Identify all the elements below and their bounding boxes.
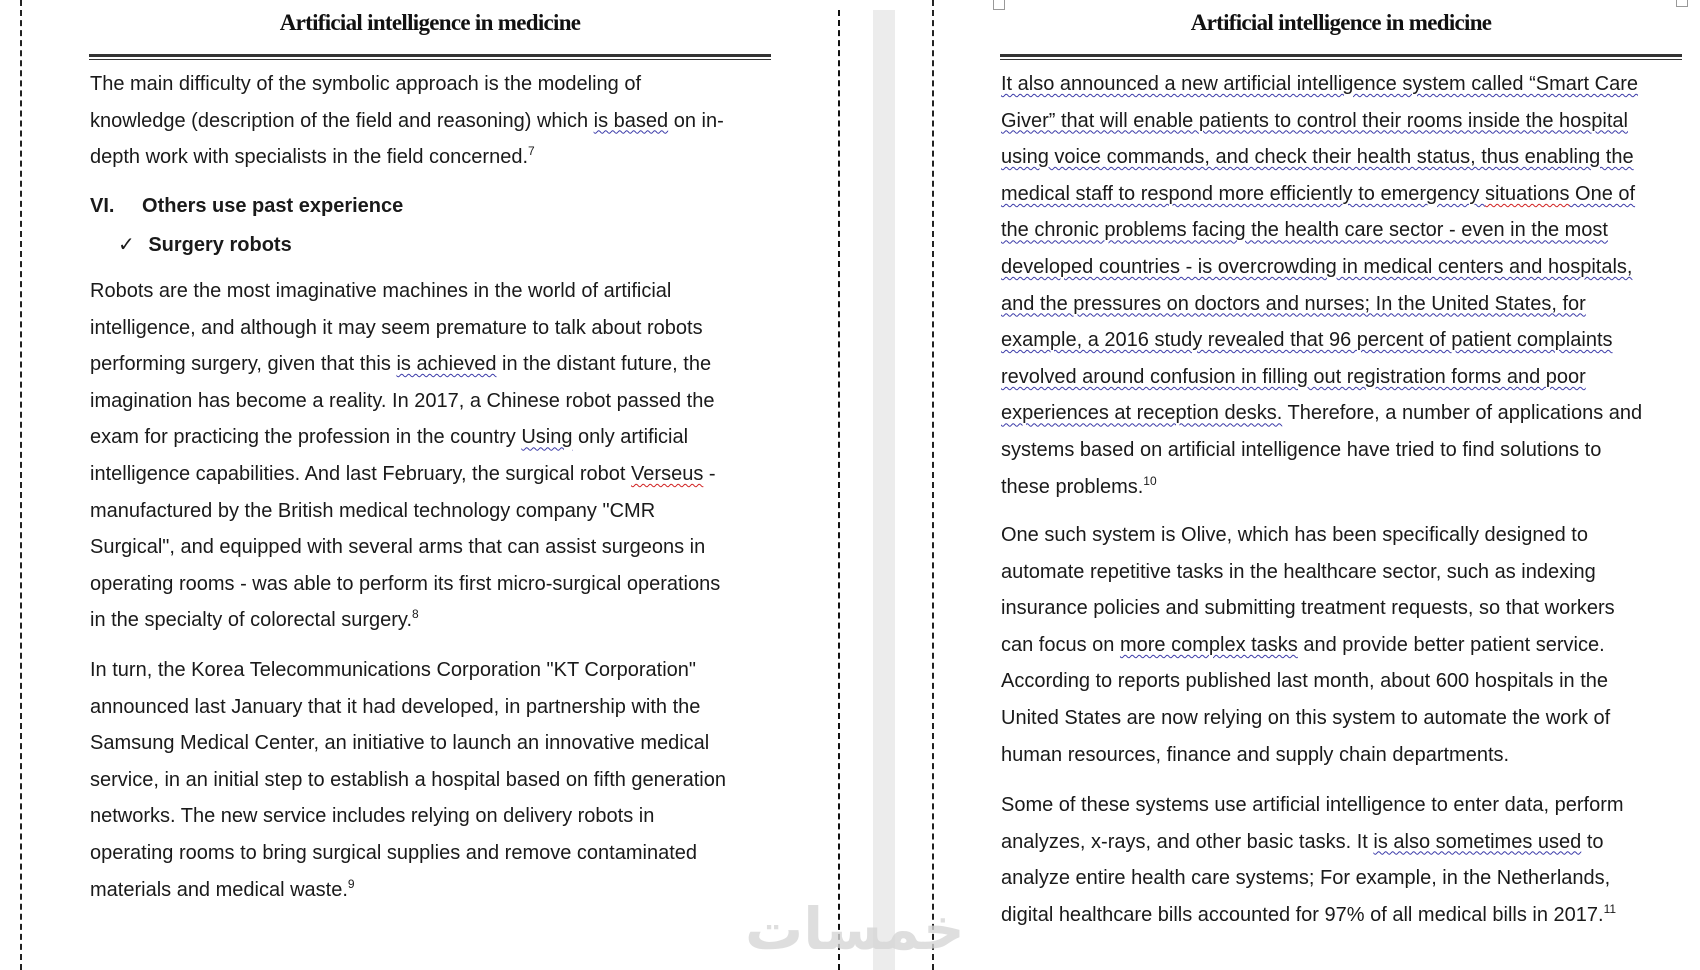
text-run: In turn, the Korea Telecommunications Corporation "KT Corporation": [90, 659, 696, 681]
text-run: Some of these systems use artificial intelligence to enter data, perform: [1001, 794, 1624, 816]
footnote-reference: 11: [1603, 901, 1617, 916]
footnote-reference: 10: [1143, 473, 1157, 488]
grammar-suggestion-text: Using: [521, 426, 573, 449]
text-run: automate repetitive tasks in the healthcare sector, such as indexing: [1001, 560, 1596, 583]
right-page-margin-left: [932, 0, 934, 970]
text-line: [1001, 212, 1642, 249]
text-line: [90, 310, 720, 347]
text-line: [90, 419, 720, 456]
text-run: depth work with specialists in the field concerned.: [90, 146, 529, 169]
text-run: manufactured by the British medical technology company "CMR: [90, 499, 656, 522]
text-run: -: [703, 462, 716, 485]
footnote-reference: 7: [528, 144, 535, 159]
text-line: [1001, 469, 1642, 506]
text-run: materials and medical waste.: [90, 878, 348, 901]
spelling-error-text: situations: [1484, 182, 1570, 205]
text-line: [90, 798, 726, 835]
text-line: [90, 66, 724, 103]
text-run: According to reports published last month, about 600 hospitals in the: [1001, 670, 1609, 693]
text-line: [1001, 517, 1615, 554]
grammar-suggestion-text: medical staff to respond more efficiently to emergency: [1001, 182, 1485, 205]
text-line: [90, 456, 720, 493]
text-line: [90, 346, 720, 383]
right-page-header-title: Artificial intelligence in medicine: [1190, 10, 1492, 35]
text-run: intelligence, and although it may seem premature to talk about robots: [90, 316, 703, 339]
text-run: these problems.: [1001, 475, 1144, 498]
right-paragraph-3: [1001, 787, 1624, 933]
text-run: analyze entire health care systems; For example, in the Netherlands,: [1001, 867, 1611, 890]
text-run: operating rooms - was able to perform its first micro-surgical operations: [90, 572, 721, 595]
grammar-suggestion-text: example, a 2016 study revealed that 96 percent of patient complaints: [1001, 329, 1613, 352]
grammar-suggestion-text: experiences at reception desks.: [1001, 402, 1283, 425]
text-line: [1001, 139, 1642, 176]
text-line: [1001, 787, 1624, 824]
grammar-suggestion-text: Giver” that will enable patients to control their rooms inside the hospital: [1001, 109, 1628, 132]
text-line: [1001, 176, 1642, 213]
page-gutter: [873, 10, 895, 970]
text-line: [1001, 737, 1615, 774]
text-line: [1001, 700, 1615, 737]
grammar-suggestion-text: using voice commands, and check their health status, thus enabling the: [1001, 146, 1634, 169]
text-line: [1001, 432, 1642, 469]
subsection-title: Surgery robots: [148, 234, 292, 256]
text-line: [90, 273, 720, 310]
grammar-suggestion-text: is also sometimes used: [1373, 830, 1582, 853]
text-run: United States are now relying on this system to automate the work of: [1001, 706, 1611, 729]
text-run: in the distant future, the: [496, 353, 712, 376]
text-run: analyzes, x-rays, and other basic tasks. It: [1001, 830, 1374, 853]
text-run: operating rooms to bring surgical supplies and remove contaminated: [90, 841, 698, 864]
section-number: VI.: [90, 195, 115, 217]
text-line: [1001, 860, 1624, 897]
section-heading: [90, 195, 403, 218]
text-line: [90, 383, 720, 420]
text-run: only artificial: [572, 426, 689, 449]
grammar-suggestion-text: One of: [1569, 182, 1636, 205]
text-line: [1001, 824, 1624, 861]
text-run: human resources, finance and supply chain departments.: [1001, 743, 1510, 766]
left-page-header-title: Artificial intelligence in medicine: [279, 10, 581, 35]
text-run: systems based on artificial intelligence have tried to find solutions to: [1001, 438, 1602, 461]
text-line: [1001, 590, 1615, 627]
grammar-suggestion-text: more complex tasks: [1119, 633, 1298, 656]
text-line: [90, 835, 726, 872]
text-line: [1001, 897, 1624, 934]
text-run: and provide better patient service.: [1297, 633, 1605, 656]
right-paragraph-2: [1001, 517, 1615, 773]
right-page-header-rule: [1000, 54, 1682, 60]
text-run: in the specialty of colorectal surgery.: [90, 609, 413, 632]
text-run: The main difficulty of the symbolic approach is the modeling of: [90, 73, 642, 95]
check-icon: ✓: [118, 234, 135, 256]
left-page-edge: [838, 10, 840, 970]
text-line: [1001, 66, 1642, 103]
text-run: to: [1581, 830, 1604, 853]
text-line: [1001, 663, 1615, 700]
text-run: networks. The new service includes relying on delivery robots in: [90, 805, 655, 828]
text-line: [90, 566, 720, 603]
text-run: digital healthcare bills accounted for 97% of all medical bills in 2017.: [1001, 903, 1604, 926]
text-run: exam for practicing the profession in the country: [90, 426, 522, 449]
left-paragraph-2: [90, 273, 720, 639]
grammar-suggestion-text: developed countries - is overcrowding in medical centers and hospitals,: [1001, 255, 1633, 278]
grammar-suggestion-text: and the pressures on doctors and nurses; In the United States, for: [1001, 292, 1586, 315]
text-boundary-corner: [1676, 0, 1688, 7]
text-run: Robots are the most imaginative machines in the world of artificial: [90, 280, 672, 302]
grammar-suggestion-text: the chronic problems facing the health care sector - even in the most: [1001, 219, 1608, 242]
text-run: service, in an initial step to establish a hospital based on fifth generation: [90, 768, 726, 791]
text-run: announced last January that it had developed, in partnership with the: [90, 695, 701, 718]
text-boundary-corner: [993, 0, 1005, 10]
left-paragraph-3: [90, 652, 726, 908]
text-line: [90, 602, 720, 639]
text-line: [90, 139, 724, 176]
text-line: [90, 493, 720, 530]
text-line: [1001, 322, 1642, 359]
text-line: [1001, 554, 1615, 591]
text-line: [1001, 103, 1642, 140]
grammar-suggestion-text: revolved around confusion in filling out registration forms and poor: [1001, 365, 1586, 388]
text-line: [1001, 395, 1642, 432]
text-line: [90, 725, 726, 762]
text-run: performing surgery, given that this: [90, 353, 397, 376]
text-line: [90, 529, 720, 566]
text-line: [90, 762, 726, 799]
grammar-suggestion-text: is achieved: [396, 353, 497, 376]
text-run: imagination has become a reality. In 2017, a Chinese robot passed the: [90, 389, 715, 412]
text-line: [1001, 359, 1642, 396]
text-run: Surgical", and equipped with several arms that can assist surgeons in: [90, 536, 706, 559]
subsection-heading: [118, 232, 292, 257]
section-title: Others use past experience: [142, 195, 404, 217]
text-line: [90, 103, 724, 140]
text-run: knowledge (description of the field and reasoning) which: [90, 109, 594, 132]
text-run: can focus on: [1001, 633, 1120, 656]
spelling-error-text: Verseus: [631, 462, 704, 485]
grammar-suggestion-text: is based: [593, 109, 669, 132]
text-line: [1001, 627, 1615, 664]
watermark-logo: خمسات: [745, 895, 965, 963]
right-paragraph-1: [1001, 66, 1642, 505]
text-run: Therefore, a number of applications and: [1282, 402, 1643, 425]
left-page-header-rule: [89, 54, 771, 60]
footnote-reference: 8: [412, 607, 419, 622]
text-run: intelligence capabilities. And last February, the surgical robot: [90, 462, 632, 485]
text-line: [90, 872, 726, 909]
text-line: [90, 689, 726, 726]
footnote-reference: 9: [347, 876, 355, 891]
left-paragraph-1: [90, 66, 724, 176]
text-run: Samsung Medical Center, an initiative to launch an innovative medical: [90, 732, 710, 755]
text-line: [1001, 249, 1642, 286]
text-line: [90, 652, 726, 689]
text-line: [1001, 286, 1642, 323]
text-run: insurance policies and submitting treatment requests, so that workers: [1001, 597, 1615, 620]
left-page-margin-left: [20, 0, 22, 970]
text-run: on in-: [668, 109, 724, 132]
text-run: One such system is Olive, which has been specifically designed to: [1001, 524, 1588, 546]
grammar-suggestion-text: It also announced a new artificial intelligence system called “Smart Care: [1001, 73, 1638, 95]
